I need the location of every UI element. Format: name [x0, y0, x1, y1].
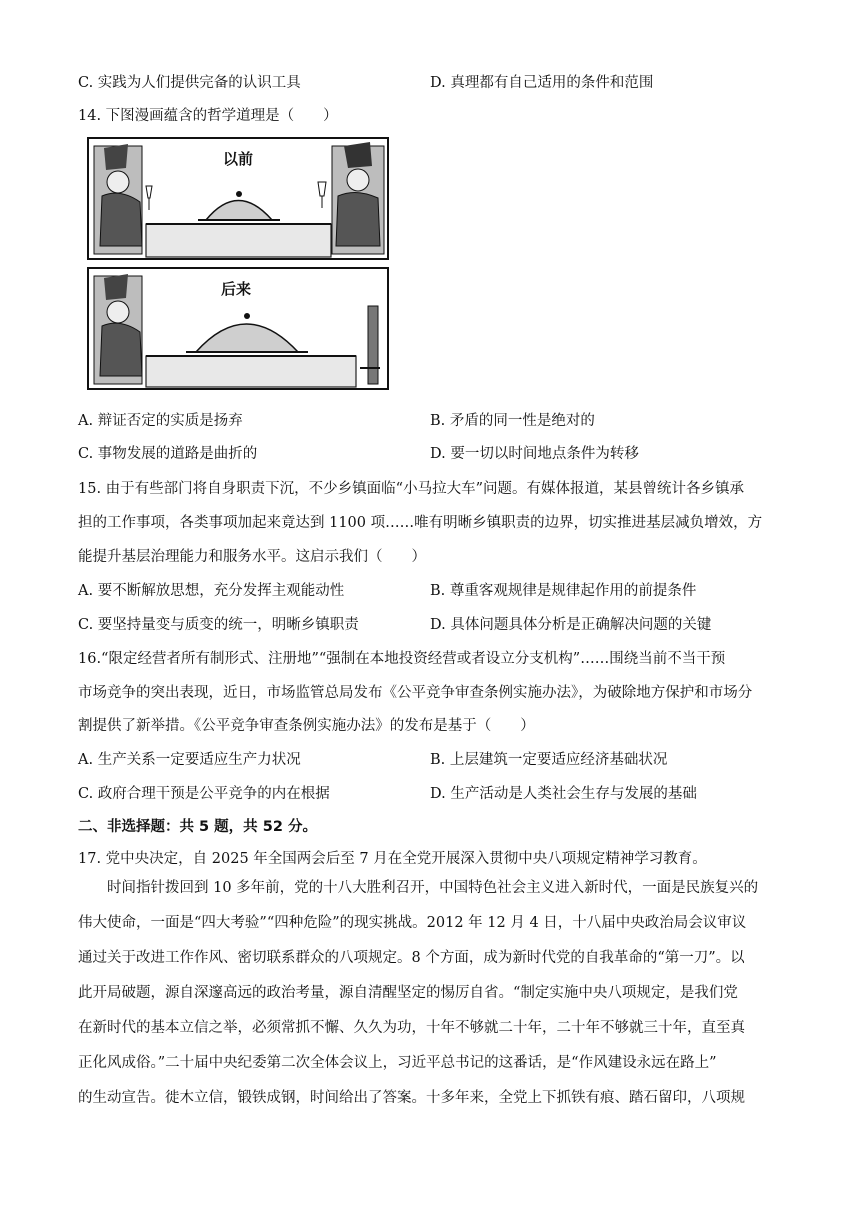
q16-option-a: A. 生产关系一定要适应生产力状况	[78, 752, 301, 768]
q15-stem-line-1: 15. 由于有些部门将自身职责下沉，不少乡镇面临“小马拉大车”问题。有媒体报道，某县曾统计各乡镇承	[78, 481, 744, 497]
q17-passage-line-5: 在新时代的基本立信之举，必须常抓不懈、久久为功，十年不够就二十年，二十年不够就三十年，直至真	[78, 1020, 745, 1036]
q14-option-a: A. 辩证否定的实质是扬弃	[78, 413, 243, 429]
q17-passage-line-7: 的生动宣告。徙木立信，锻铁成钢，时间给出了答案。十多年来，全党上下抓铁有痕、踏石留印，八项规	[78, 1090, 745, 1106]
q14-option-b: B. 矛盾的同一性是绝对的	[430, 413, 595, 429]
q17-passage-line-3: 通过关于改进工作作风、密切联系群众的八项规定。8 个方面，成为新时代党的自我革命的“第一刀”。以	[78, 950, 745, 966]
q15-stem-line-3: 能提升基层治理能力和服务水平。这启示我们（ ）	[78, 549, 426, 565]
q15-option-b: B. 尊重客观规律是规律起作用的前提条件	[430, 583, 697, 599]
q14-option-c: C. 事物发展的道路是曲折的	[78, 446, 258, 462]
q14-stem: 14. 下图漫画蕴含的哲学道理是（ ）	[78, 108, 338, 124]
q16-stem-line-3: 割提供了新举措。《公平竞争审查条例实施办法》的发布是基于（ ）	[78, 718, 535, 734]
q16-stem-line-2: 市场竞争的突出表现，近日，市场监管总局发布《公平竞争审查条例实施办法》，为破除地方保护和市场分	[78, 685, 753, 701]
section-heading: 二、非选择题：共 5 题，共 52 分。	[78, 819, 317, 835]
panel2-label: 后来	[220, 280, 252, 298]
q17-passage-line-2: 伟大使命，一面是“四大考验”“四种危险”的现实挑战。2012 年 12 月 4 日，十八届中央政治局会议审议	[78, 915, 747, 931]
q16-option-b: B. 上层建筑一定要适应经济基础状况	[430, 752, 668, 768]
q15-option-c: C. 要坚持量变与质变的统一，明晰乡镇职责	[78, 617, 359, 633]
q14-cartoon	[86, 136, 390, 394]
q15-stem-line-2: 担的工作事项，各类事项加起来竟达到 1100 项……唯有明晰乡镇职责的边界，切实推进基层减负增效，方	[78, 515, 763, 531]
q13-option-d: D. 真理都有自己适用的条件和范围	[430, 75, 654, 91]
q15-option-a: A. 要不断解放思想，充分发挥主观能动性	[78, 583, 345, 599]
q15-option-d: D. 具体问题具体分析是正确解决问题的关键	[430, 617, 712, 633]
q16-stem-line-1: 16.“限定经营者所有制形式、注册地”“强制在本地投资经营或者设立分支机构”……围绕当前不当干预	[78, 651, 726, 667]
q17-passage-line-4: 此开局破题，源自深邃高远的政治考量，源自清醒坚定的惕厉自省。“制定实施中央八项规定，是我们党	[78, 985, 738, 1001]
q13-option-c: C. 实践为人们提供完备的认识工具	[78, 75, 301, 91]
q16-option-c: C. 政府合理干预是公平竞争的内在根据	[78, 786, 330, 802]
q17-passage-line-6: 正化风成俗。”二十届中央纪委第二次全体会议上，习近平总书记的这番话，是“作风建设永远在路上”	[78, 1055, 717, 1071]
panel1-label: 以前	[222, 150, 254, 168]
q14-option-d: D. 要一切以时间地点条件为转移	[430, 446, 639, 462]
q17-passage-line-1: 时间指针拨回到 10 多年前，党的十八大胜利召开，中国特色社会主义进入新时代，一面是民族复兴的	[78, 880, 759, 896]
q16-option-d: D. 生产活动是人类社会生存与发展的基础	[430, 786, 697, 802]
q17-stem: 17. 党中央决定，自 2025 年全国两会后至 7 月在全党开展深入贯彻中央八项规定精神学习教育。	[78, 851, 707, 867]
cartoon-illustration	[86, 136, 390, 394]
